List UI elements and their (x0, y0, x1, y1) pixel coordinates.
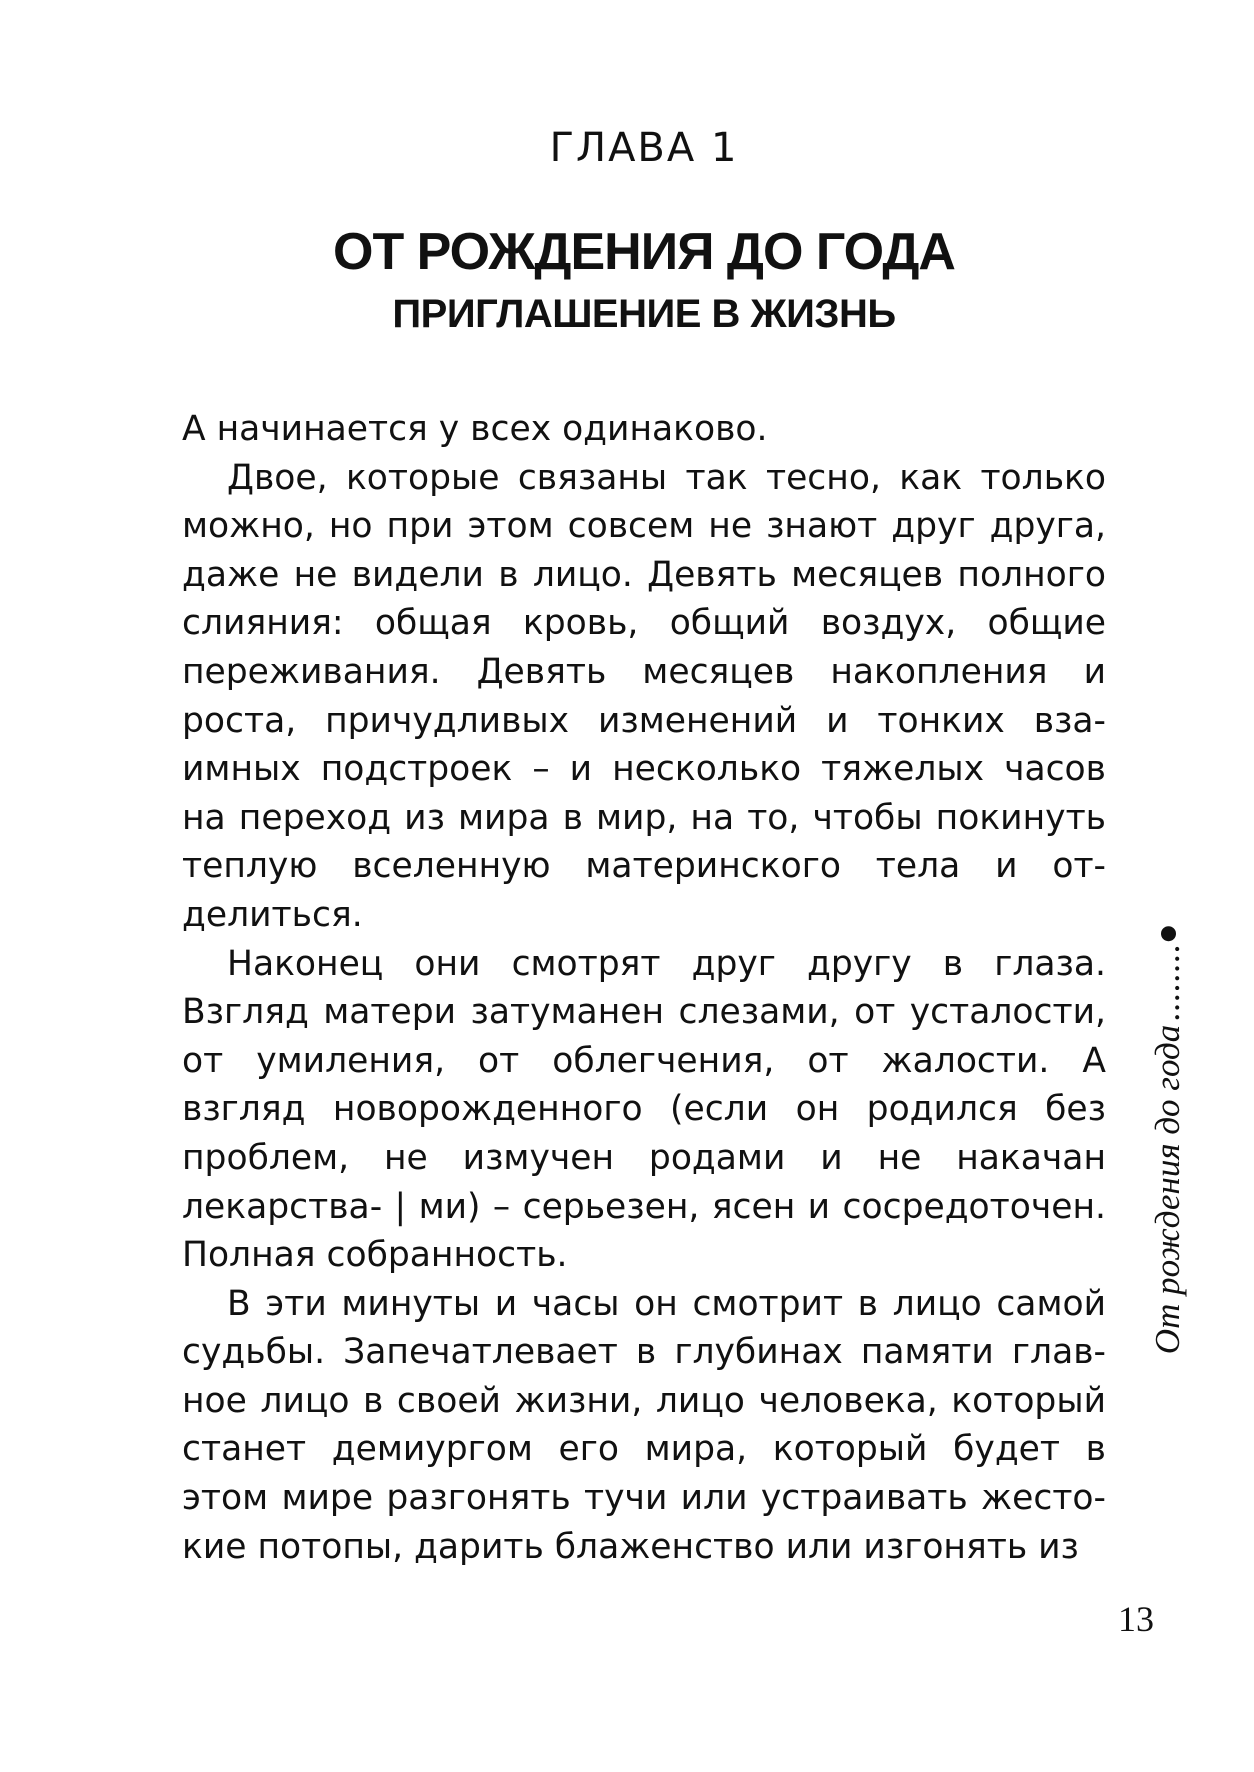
paragraph-2: Двое, которые связаны так тесно, как только можно, но при этом совсем не знают друг друга, даже не видели в лицо. Девять месяцев полного слияния: общая кровь, общий воздух, общие переживания. Девять месяцев накопления и роста, причудливых изменений и тонких взаимных подстроек – и несколько тяжелых часов на переход из мира в мир, на то, чтобы покинуть теплую вселенную материнского тела и отделиться. (182, 457, 1106, 935)
body-text (182, 405, 1106, 1571)
chapter-label: ГЛАВА 1 (549, 125, 739, 171)
running-head-text: От рождения до года (1148, 1024, 1187, 1355)
chapter-subtitle: ПРИГЛАШЕНИЕ В ЖИЗНЬ (392, 292, 896, 336)
page-number: 13 (1118, 1599, 1154, 1639)
paragraph-3: Наконец они смотрят друг другу в глаза. Взгляд матери затуманен слезами, от усталости, от умиления, от облегчения, от жалости. А взгляд новорожденного (если он родился без проблем, не измучен родами и не накачан лекарства- | ми) – серьезен, ясен и сосредоточен. Полная собранность. (182, 943, 1106, 1276)
paragraph-4: В эти минуты и часы он смотрит в лицо самой судьбы. Запечатлевает в глубинах памяти главное лицо в своей жизни, лицо человека, который станет демиургом его мира, который будет в этом мире разгонять тучи или устраивать жестокие потопы, дарить блаженство или изгонять из (182, 1283, 1106, 1567)
paragraph-1: А начинается у всех одинаково. (182, 409, 768, 449)
bullet-dot-icon (1161, 926, 1176, 941)
running-head-dots: ........ (1148, 942, 1187, 1021)
chapter-title: ОТ РОЖДЕНИЯ ДО ГОДА (333, 223, 955, 281)
